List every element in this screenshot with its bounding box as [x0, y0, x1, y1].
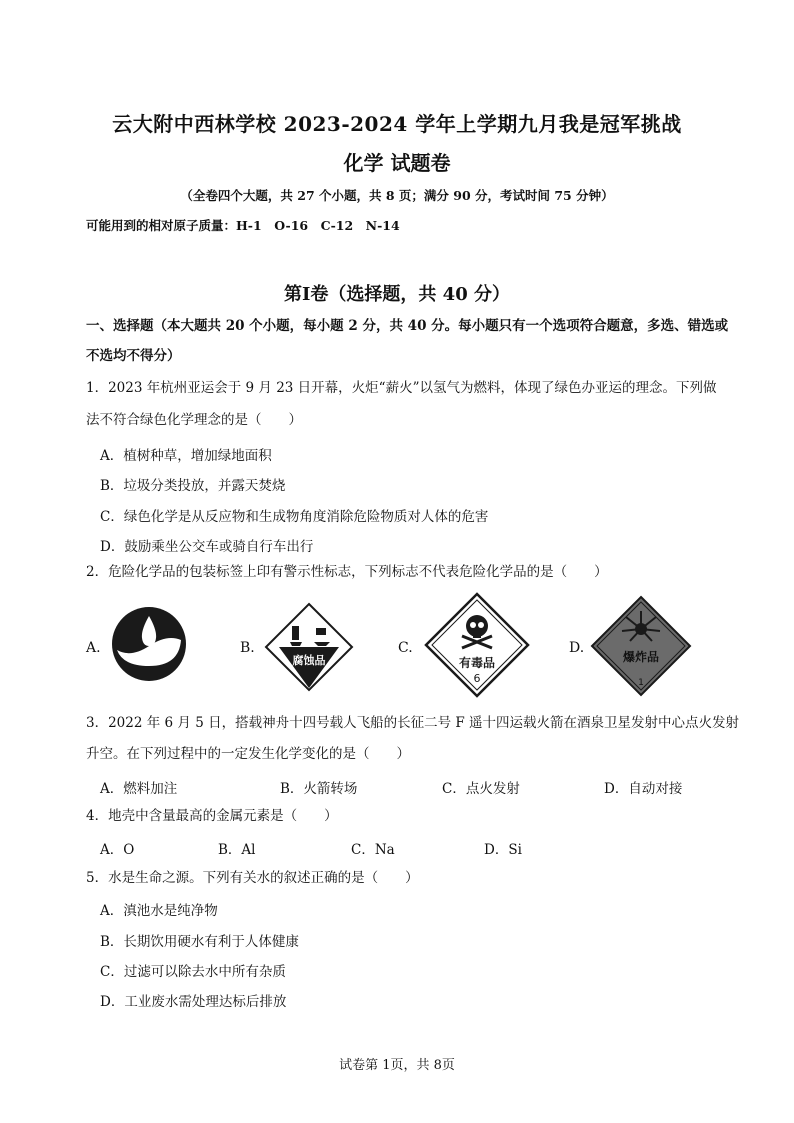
exam-note: （全卷四个大题，共 27 个小题，共 8 页；满分 90 分，考试时间 75 分钟） [180, 188, 614, 203]
q5-option-c: C．过滤可以除去水中所有杂质 [100, 964, 286, 980]
q2-option-c-label: C. [398, 640, 413, 656]
atomic-masses: 可能用到的相对原子质量：H-1 O-16 C-12 N-14 [86, 218, 400, 233]
q1-option-b: B．垃圾分类投放，并露天焚烧 [100, 478, 286, 494]
q5-stem: 5．水是生命之源。下列有关水的叙述正确的是（ ） [86, 870, 419, 886]
page-footer: 试卷第 1页，共 8页 [339, 1058, 455, 1073]
q3-stem-line1: 3．2022 年 6 月 5 日，搭载神舟十四号载人飞船的长征二号 F 遥十四运载火箭在酒泉卫星发射中心点火发射 [86, 715, 740, 731]
q5-option-d: D．工业废水需处理达标后排放 [100, 994, 287, 1010]
q3-option-c: C．点火发射 [442, 781, 520, 797]
q1-option-a: A．植树种草，增加绿地面积 [100, 448, 272, 464]
toxic-class-number: 6 [473, 672, 481, 685]
q3-stem-line2: 升空。在下列过程中的一定发生化学变化的是（ ） [86, 746, 410, 762]
q1-option-d: D．鼓励乘坐公交车或骑自行车出行 [100, 539, 314, 555]
toxic-skull-sign-icon [424, 592, 530, 698]
q4-option-d: D．Si [484, 842, 522, 858]
exam-title: 云大附中西林学校 2023-2024 学年上学期九月我是冠军挑战 [112, 112, 682, 136]
explosive-class-number: 1 [638, 678, 644, 688]
q4-option-a: A．O [100, 842, 135, 858]
q2-option-d-label: D. [569, 640, 585, 656]
explosive-sign-text: 爆炸品 [622, 650, 660, 664]
toxic-sign-text: 有毒品 [458, 656, 496, 670]
q4-option-b: B．Al [218, 842, 256, 858]
q2-option-a-label: A. [86, 640, 101, 656]
q3-option-b: B．火箭转场 [280, 781, 358, 797]
q1-stem-line2: 法不符合绿色化学理念的是（ ） [86, 412, 302, 428]
q3-option-a: A．燃料加注 [100, 781, 178, 797]
q2-option-b-label: B. [240, 640, 255, 656]
q1-stem-line1: 1．2023 年杭州亚运会于 9 月 23 日开幕，火炬“薪火”以氢气为燃料，体现了绿色办亚运的理念。下列做 [86, 380, 717, 396]
section-instructions-line2: 不选均不得分） [86, 348, 181, 364]
q5-option-b: B．长期饮用硬水有利于人体健康 [100, 934, 299, 950]
q5-option-a: A．滇池水是纯净物 [100, 903, 218, 919]
q4-stem: 4．地壳中含量最高的金属元素是（ ） [86, 808, 338, 824]
q1-option-c: C．绿色化学是从反应物和生成物角度消除危险物质对人体的危害 [100, 509, 489, 525]
q4-option-c: C．Na [351, 842, 395, 858]
water-drop-sign-icon [111, 606, 187, 682]
q2-stem: 2．危险化学品的包装标签上印有警示性标志，下列标志不代表危险化学品的是（ ） [86, 564, 608, 580]
corrosive-sign-icon [264, 602, 354, 692]
section-instructions-line1: 一、选择题（本大题共 20 个小题，每小题 2 分，共 40 分。每小题只有一个选项符合题意，多选、错选或 [86, 318, 729, 334]
corrosive-sign-text: 腐蚀品 [292, 654, 326, 667]
q3-option-d: D．自动对接 [604, 781, 683, 797]
exam-subtitle: 化学 试题卷 [343, 151, 451, 175]
explosive-sign-icon [590, 595, 692, 697]
section-title: 第Ⅰ卷（选择题，共 40 分） [283, 284, 510, 305]
